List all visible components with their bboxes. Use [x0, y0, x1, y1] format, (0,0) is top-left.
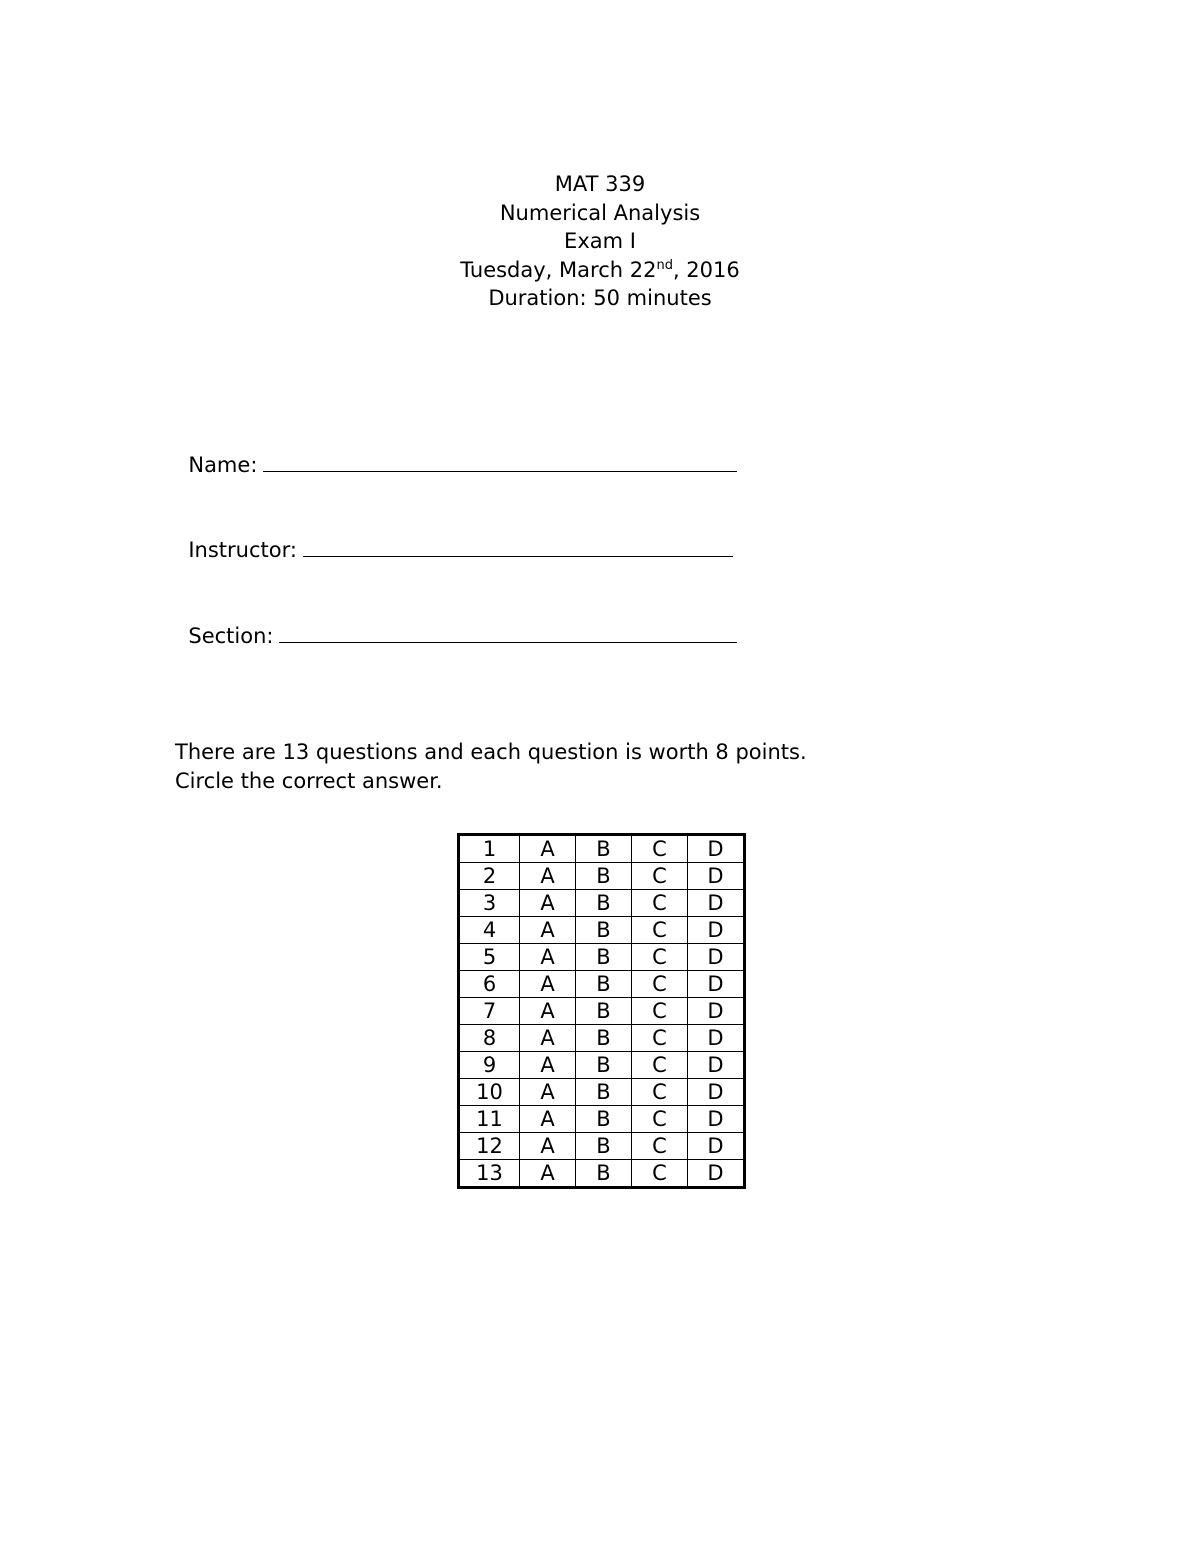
- question-number: 1: [459, 835, 520, 863]
- answer-option-a[interactable]: A: [520, 890, 576, 917]
- exam-title: Exam I: [564, 229, 636, 253]
- answer-sheet-table: [457, 833, 746, 1189]
- answer-option-c[interactable]: C: [632, 1025, 688, 1052]
- answer-option-d[interactable]: D: [688, 1160, 745, 1188]
- answer-option-d[interactable]: D: [688, 917, 745, 944]
- answer-option-a[interactable]: A: [520, 1079, 576, 1106]
- answer-row: [459, 1133, 745, 1160]
- answer-option-b[interactable]: B: [576, 1079, 632, 1106]
- answer-option-d[interactable]: D: [688, 971, 745, 998]
- question-number: 5: [459, 944, 520, 971]
- answer-option-a[interactable]: A: [520, 1160, 576, 1188]
- instructor-field[interactable]: [175, 512, 733, 562]
- answer-option-c[interactable]: C: [632, 835, 688, 863]
- exam-header: [0, 170, 1200, 313]
- answer-option-a[interactable]: A: [520, 944, 576, 971]
- question-number: 13: [459, 1160, 520, 1188]
- answer-row: [459, 835, 745, 863]
- course-code: MAT 339: [554, 172, 646, 196]
- answer-option-c[interactable]: C: [632, 1160, 688, 1188]
- answer-option-d[interactable]: D: [688, 944, 745, 971]
- question-number: 10: [459, 1079, 520, 1106]
- question-number: 12: [459, 1133, 520, 1160]
- answer-option-b[interactable]: B: [576, 1106, 632, 1133]
- answer-option-b[interactable]: B: [576, 1052, 632, 1079]
- instructions: [175, 738, 807, 795]
- answer-option-d[interactable]: D: [688, 1106, 745, 1133]
- answer-option-b[interactable]: B: [576, 917, 632, 944]
- instructions-line-2: Circle the correct answer.: [175, 768, 443, 793]
- question-number: 8: [459, 1025, 520, 1052]
- answer-option-a[interactable]: A: [520, 863, 576, 890]
- name-label: Name:: [188, 453, 258, 477]
- section-blank-line[interactable]: [279, 622, 737, 643]
- exam-duration: Duration: 50 minutes: [488, 286, 712, 310]
- answer-option-d[interactable]: D: [688, 1052, 745, 1079]
- section-field[interactable]: [175, 598, 737, 648]
- answer-option-d[interactable]: D: [688, 1079, 745, 1106]
- answer-option-a[interactable]: A: [520, 998, 576, 1025]
- answer-option-a[interactable]: A: [520, 1106, 576, 1133]
- answer-option-a[interactable]: A: [520, 1133, 576, 1160]
- answer-option-c[interactable]: C: [632, 917, 688, 944]
- answer-option-a[interactable]: A: [520, 1052, 576, 1079]
- answer-option-b[interactable]: B: [576, 971, 632, 998]
- answer-option-c[interactable]: C: [632, 944, 688, 971]
- answer-row: [459, 1025, 745, 1052]
- exam-date-ordinal: nd: [656, 257, 673, 273]
- answer-option-c[interactable]: C: [632, 890, 688, 917]
- answer-option-b[interactable]: B: [576, 863, 632, 890]
- answer-row: [459, 998, 745, 1025]
- answer-option-c[interactable]: C: [632, 998, 688, 1025]
- answer-option-a[interactable]: A: [520, 1025, 576, 1052]
- exam-date-year: , 2016: [672, 257, 740, 282]
- answer-option-b[interactable]: B: [576, 835, 632, 863]
- answer-option-a[interactable]: A: [520, 917, 576, 944]
- answer-option-c[interactable]: C: [632, 863, 688, 890]
- answer-option-c[interactable]: C: [632, 971, 688, 998]
- answer-option-d[interactable]: D: [688, 1133, 745, 1160]
- name-blank-line[interactable]: [263, 451, 737, 472]
- answer-option-d[interactable]: D: [688, 863, 745, 890]
- answer-option-b[interactable]: B: [576, 1160, 632, 1188]
- name-field[interactable]: [175, 427, 737, 477]
- answer-option-a[interactable]: A: [520, 835, 576, 863]
- answer-row: [459, 944, 745, 971]
- question-number: 7: [459, 998, 520, 1025]
- answer-option-d[interactable]: D: [688, 890, 745, 917]
- answer-option-b[interactable]: B: [576, 1025, 632, 1052]
- answer-row: [459, 890, 745, 917]
- question-number: 6: [459, 971, 520, 998]
- answer-row: [459, 1160, 745, 1188]
- answer-row: [459, 1079, 745, 1106]
- answer-option-a[interactable]: A: [520, 971, 576, 998]
- answer-option-c[interactable]: C: [632, 1133, 688, 1160]
- exam-date: [0, 256, 1200, 285]
- question-number: 9: [459, 1052, 520, 1079]
- instructor-label: Instructor:: [188, 538, 297, 562]
- answer-option-b[interactable]: B: [576, 998, 632, 1025]
- answer-option-b[interactable]: B: [576, 944, 632, 971]
- answer-row: [459, 863, 745, 890]
- answer-option-b[interactable]: B: [576, 1133, 632, 1160]
- answer-option-d[interactable]: D: [688, 998, 745, 1025]
- answer-option-c[interactable]: C: [632, 1079, 688, 1106]
- answer-row: [459, 917, 745, 944]
- instructions-line-1: There are 13 questions and each question is worth 8 points.: [175, 740, 807, 764]
- section-label: Section:: [188, 624, 274, 648]
- question-number: 4: [459, 917, 520, 944]
- instructor-blank-line[interactable]: [303, 536, 733, 557]
- question-number: 2: [459, 863, 520, 890]
- answer-row: [459, 1106, 745, 1133]
- answer-sheet-body: [459, 835, 745, 1188]
- question-number: 11: [459, 1106, 520, 1133]
- answer-row: [459, 971, 745, 998]
- answer-option-c[interactable]: C: [632, 1106, 688, 1133]
- course-title: Numerical Analysis: [499, 200, 701, 225]
- question-number: 3: [459, 890, 520, 917]
- exam-date-main: Tuesday, March 22: [460, 257, 657, 282]
- answer-option-d[interactable]: D: [688, 835, 745, 863]
- answer-row: [459, 1052, 745, 1079]
- answer-option-d[interactable]: D: [688, 1025, 745, 1052]
- answer-option-b[interactable]: B: [576, 890, 632, 917]
- answer-option-c[interactable]: C: [632, 1052, 688, 1079]
